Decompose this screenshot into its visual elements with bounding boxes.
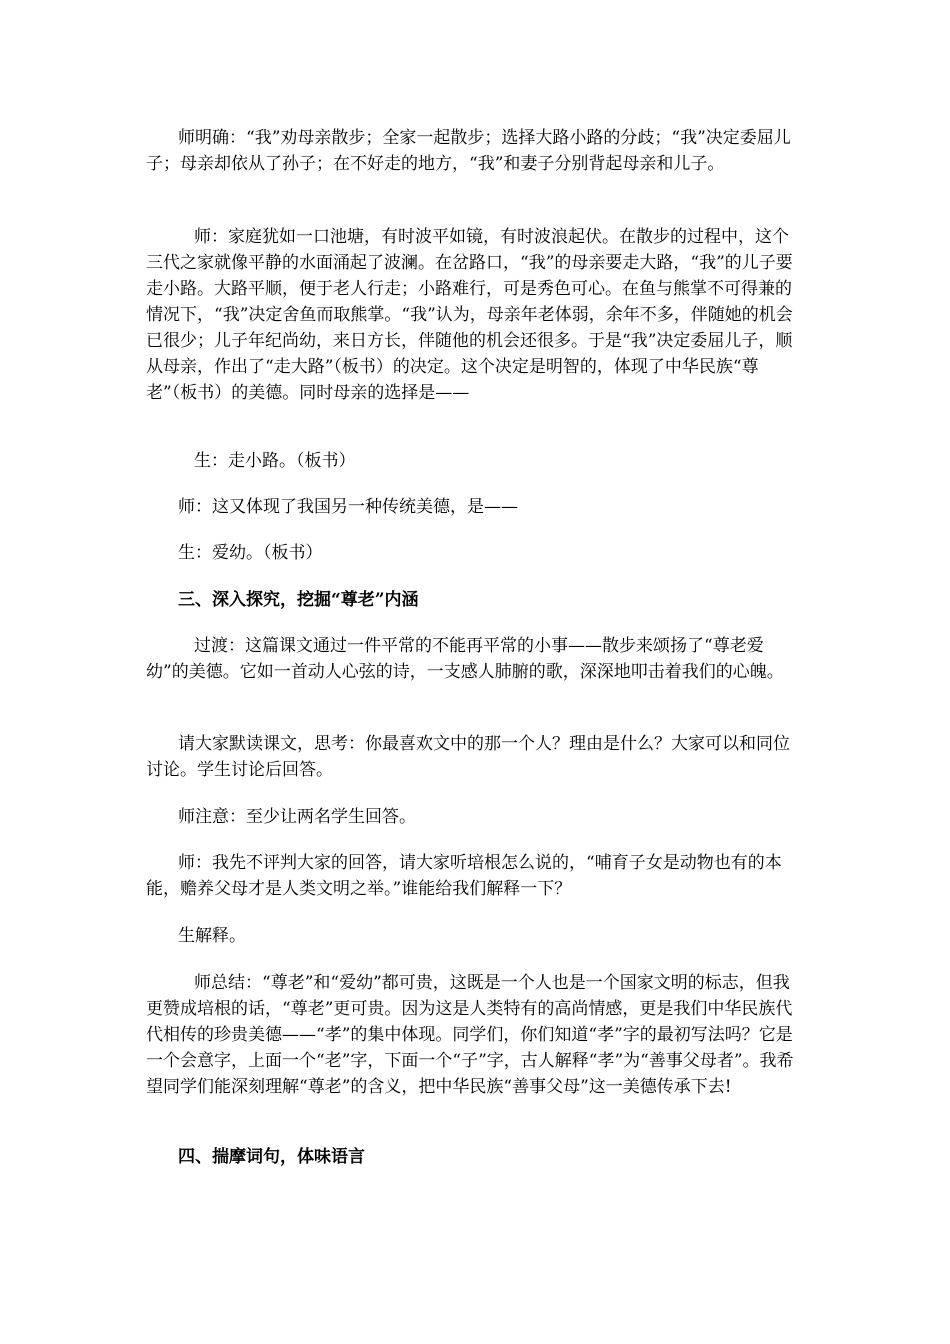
paragraph-teacher-note: 师注意：至少让两名学生回答。	[178, 807, 416, 827]
paragraph-teacher-conclusion: 师总结：“尊老”和“爱幼”都可贵，这既是一个人也是一个国家文明的标志，但我更赞成培根的话，“尊老”更可贵。因为这是人类特有的高尚情感，更是我们中华民族代代相传的珍贵美德——“孝”的集中体现。同学们，你们知道“孝”字的最初写法吗？它是一个会意字，上面一个“老”字，下面一个“子”字，古人解释“孝”为“善事父母者”。我希望同学们能深刻理解“尊老”的含义，把中华民族“善事父母”这一美德传承下去!	[146, 973, 794, 1097]
paragraph-student-explain: 生解释。	[178, 926, 246, 946]
paragraph-teacher-pond-analogy: 师：家庭犹如一口池塘，有时波平如镜，有时波浪起伏。在散步的过程中，这个三代之家就像平静的水面涌起了波澜。在岔路口，“我”的母亲要走大路，“我”的儿子要走小路。大路平顺，便于老人行走；小路难行，可是秀色可心。在鱼与熊掌不可得兼的情况下，“我”决定舍鱼而取熊掌。“我”认为，母亲年老体弱，余年不多，伴随她的机会已很少；儿子年纪尚幼，来日方长，伴随他的机会还很多。于是“我”决定委屈儿子，顺从母亲，作出了“走大路”（板书）的决定。这个决定是明智的，体现了中华民族“尊老”（板书）的美德。同时母亲的选择是——	[146, 227, 793, 403]
paragraph-transition: 过渡：这篇课文通过一件平常的不能再平常的小事——散步来颂扬了“尊老爱幼”的美德。它如一首动人心弦的诗，一支感人肺腑的歌，深深地叩击着我们的心魄。	[146, 636, 784, 682]
section-heading-3: 三、深入探究，挖掘“尊老”内涵	[178, 590, 419, 610]
paragraph-bacon-quote: 师：我先不评判大家的回答，请大家听培根怎么说的，“哺育子女是动物也有的本能，赡养父母才是人类文明之举。”谁能给我们解释一下？	[146, 853, 782, 899]
paragraph-teacher-summary: 师明确：“我”劝母亲散步；全家一起散步；选择大路小路的分歧；“我”决定委屈儿子；母亲却依从了孙子；在不好走的地方，“我”和妻子分别背起母亲和儿子。	[146, 128, 791, 174]
paragraph-student-small-road: 生：走小路。（板书）	[194, 451, 356, 471]
section-heading-4: 四、揣摩词句，体味语言	[178, 1147, 365, 1167]
paragraph-student-love-young: 生：爱幼。（板书）	[178, 543, 323, 563]
paragraph-silent-reading: 请大家默读课文，思考：你最喜欢文中的那一个人？理由是什么？大家可以和同位讨论。学生讨论后回答。	[146, 734, 790, 780]
paragraph-teacher-tradition: 师：这又体现了我国另一种传统美德，是——	[178, 497, 518, 517]
